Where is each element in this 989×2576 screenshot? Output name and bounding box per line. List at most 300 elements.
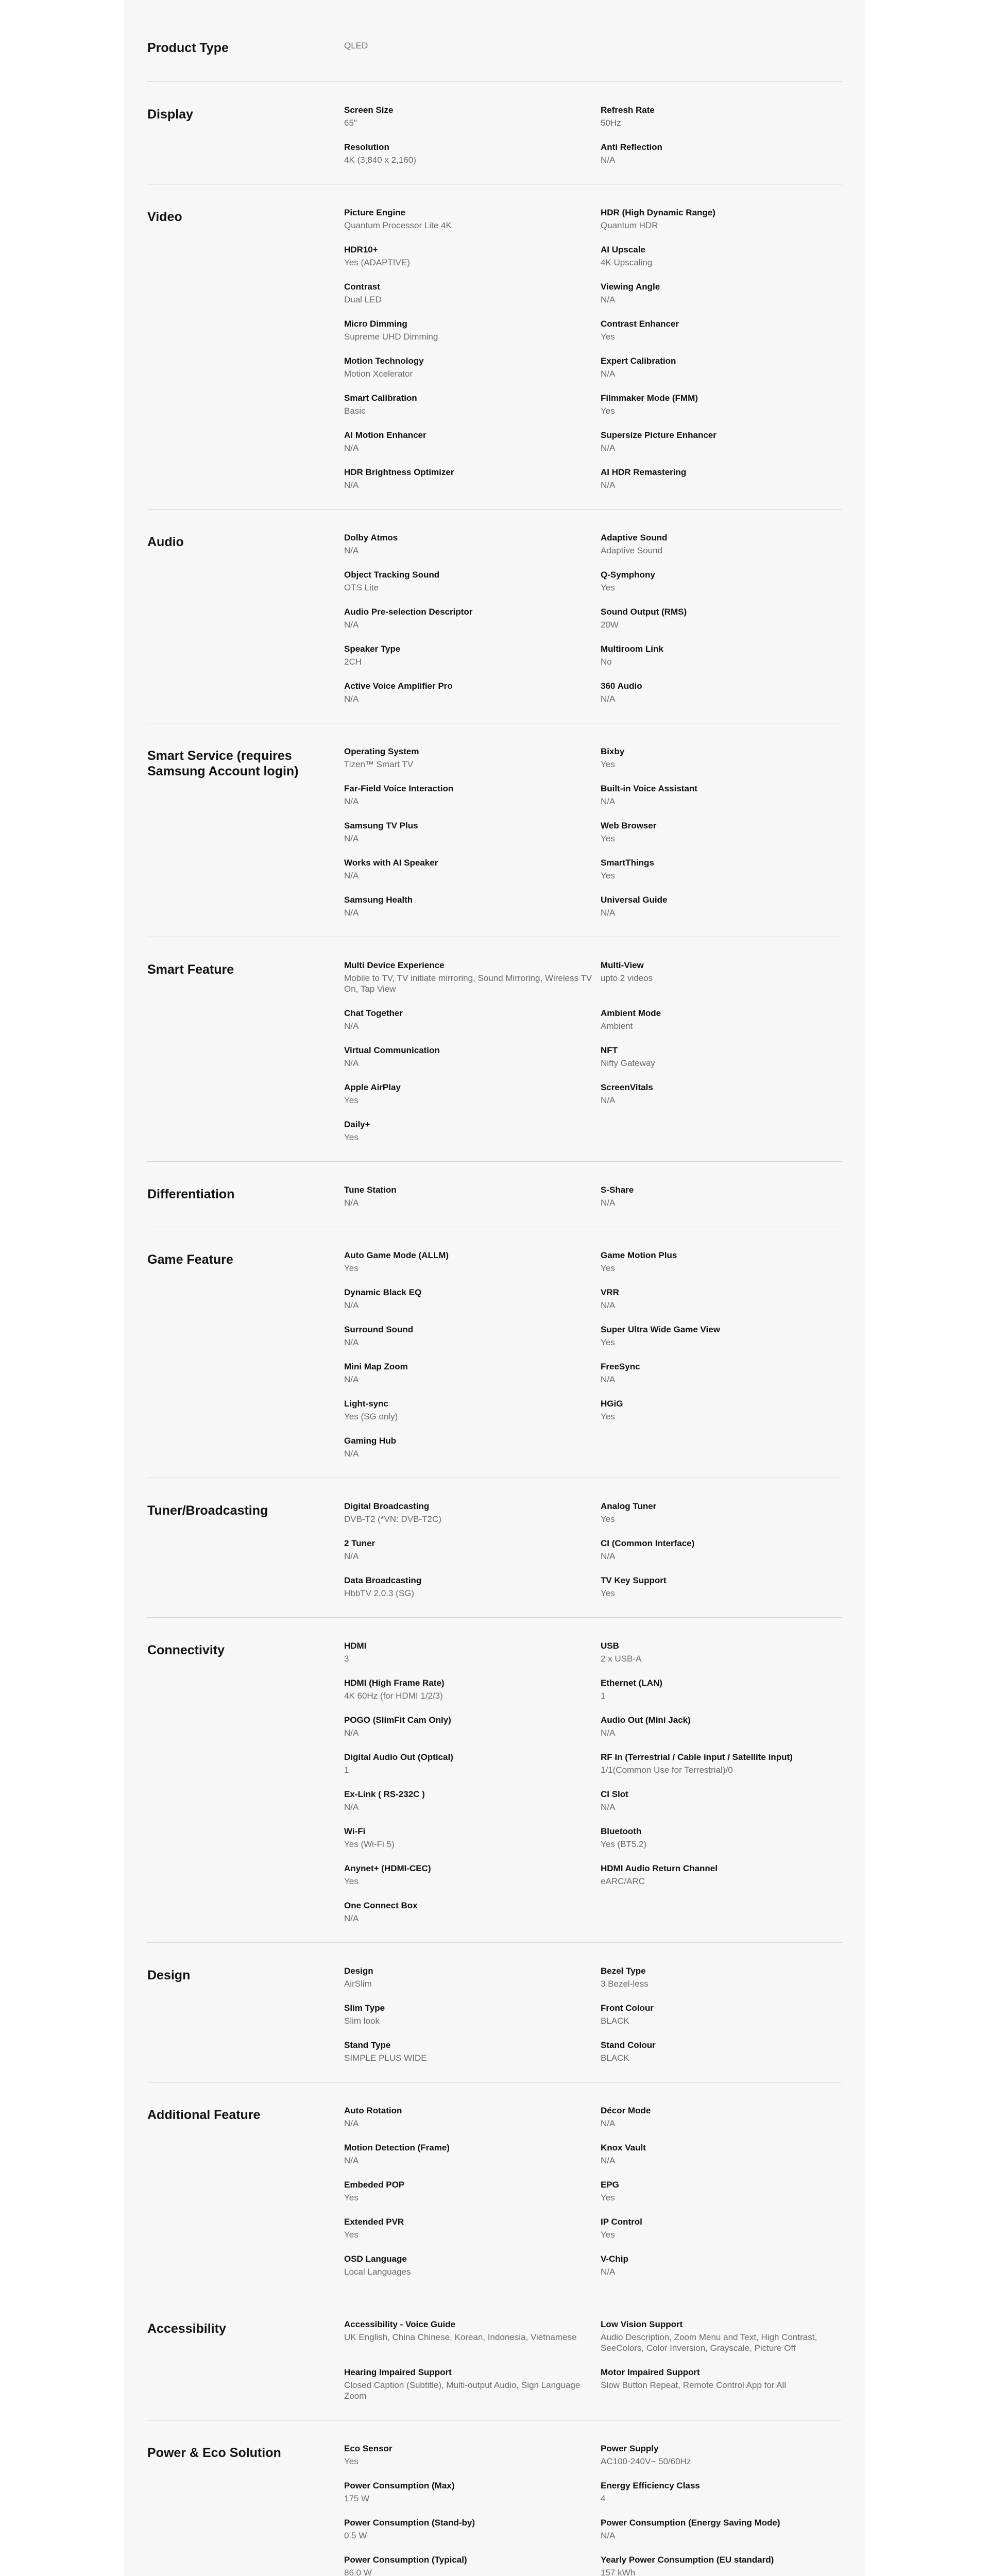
spec-name: Light-sync <box>344 1399 388 1409</box>
spec-item <box>601 783 842 807</box>
spec-value: Yes <box>601 2230 615 2240</box>
spec-value: 1 <box>344 1765 349 1775</box>
spec-name: HDR10+ <box>344 245 378 255</box>
spec-name: Extended PVR <box>344 2217 404 2227</box>
spec-value: 4K Upscaling <box>601 258 653 267</box>
spec-item <box>601 1965 842 1989</box>
spec-name: Auto Rotation <box>344 2106 402 2115</box>
spec-item <box>601 1501 842 1524</box>
spec-item <box>601 2517 842 2541</box>
spec-item <box>344 207 601 231</box>
spec-item <box>344 1900 601 1924</box>
spec-item <box>344 2480 601 2504</box>
spec-item <box>344 430 601 453</box>
spec-item <box>601 142 842 165</box>
spec-grid <box>344 1501 842 1599</box>
spec-item <box>601 2367 842 2401</box>
spec-item <box>344 783 601 807</box>
spec-name: Supersize Picture Enhancer <box>601 430 717 440</box>
spec-name: Anynet+ (HDMI-CEC) <box>344 1863 431 1873</box>
spec-name: 360 Audio <box>601 681 642 691</box>
spec-grid <box>344 40 842 64</box>
spec-value: 2CH <box>344 657 362 667</box>
spec-item <box>344 1045 601 1069</box>
spec-name: Virtual Communication <box>344 1045 440 1055</box>
spec-item <box>601 2480 842 2504</box>
spec-name: Slim Type <box>344 2003 385 2013</box>
spec-name: Auto Game Mode (ALLM) <box>344 1250 449 1260</box>
section-title: Audio <box>147 535 184 549</box>
spec-value: Yes <box>601 1263 615 1273</box>
spec-value: N/A <box>601 2531 616 2540</box>
spec-value: Mobile to TV, TV initiate mirroring, Sound Mirroring, Wireless TV On, Tap View <box>344 973 592 994</box>
spec-value: N/A <box>344 620 359 630</box>
spec-name: Web Browser <box>601 821 657 831</box>
spec-name: Motion Technology <box>344 356 424 366</box>
spec-name: Smart Calibration <box>344 393 417 403</box>
section-title: Accessibility <box>147 2321 226 2336</box>
spec-item <box>344 1715 601 1738</box>
spec-item <box>344 40 601 64</box>
spec-section <box>147 1943 842 2082</box>
spec-item <box>344 1435 601 1459</box>
spec-item <box>344 1863 601 1887</box>
spec-name: ScreenVitals <box>601 1082 653 1092</box>
spec-item <box>601 2040 842 2063</box>
spec-section <box>147 2420 842 2576</box>
spec-item <box>601 532 842 556</box>
spec-name: Anti Reflection <box>601 142 662 152</box>
spec-value: Yes <box>601 2193 615 2202</box>
spec-item <box>344 606 601 630</box>
spec-name: 2 Tuner <box>344 1538 376 1548</box>
spec-name: Daily+ <box>344 1120 370 1129</box>
spec-item <box>344 532 601 556</box>
spec-item <box>601 894 842 918</box>
spec-name: Refresh Rate <box>601 105 655 115</box>
spec-value: N/A <box>601 1551 616 1561</box>
section-title: Smart Feature <box>147 962 234 977</box>
spec-item <box>344 1640 601 1664</box>
spec-section <box>147 1227 842 1478</box>
spec-item <box>344 857 601 881</box>
spec-name: Stand Colour <box>601 2040 656 2050</box>
spec-item <box>601 2253 842 2277</box>
spec-name: Digital Audio Out (Optical) <box>344 1752 453 1762</box>
spec-name: Power Consumption (Typical) <box>344 2555 467 2565</box>
spec-value: Yes <box>601 1412 615 1421</box>
spec-item <box>601 1538 842 1562</box>
spec-item <box>601 1752 842 1775</box>
spec-item <box>601 1863 842 1887</box>
spec-item <box>601 643 842 667</box>
spec-item <box>601 1250 842 1274</box>
spec-value: QLED <box>344 41 368 50</box>
section-title: Smart Service (requires Samsung Account login) <box>147 749 299 778</box>
spec-item <box>344 1361 601 1385</box>
spec-value: N/A <box>344 796 359 806</box>
spec-grid <box>344 746 842 918</box>
spec-item <box>344 2253 601 2277</box>
spec-name: Power Consumption (Energy Saving Mode) <box>601 2518 780 2528</box>
spec-value: HbbTV 2.0.3 (SG) <box>344 1588 415 1598</box>
spec-name: Apple AirPlay <box>344 1082 401 1092</box>
spec-name: Speaker Type <box>344 644 401 654</box>
spec-name: Front Colour <box>601 2003 654 2013</box>
spec-name: RF In (Terrestrial / Cable input / Satellite input) <box>601 1752 793 1762</box>
spec-value: Slow Button Repeat, Remote Control App for All <box>601 2380 787 2390</box>
spec-value: N/A <box>344 1337 359 1347</box>
spec-item <box>344 2517 601 2541</box>
spec-item <box>601 1640 842 1664</box>
spec-value: upto 2 videos <box>601 973 653 983</box>
spec-item <box>601 2554 842 2576</box>
spec-name: Power Consumption (Max) <box>344 2481 455 2490</box>
spec-item <box>344 467 601 490</box>
spec-item <box>601 1789 842 1812</box>
spec-grid <box>344 207 842 490</box>
spec-item <box>344 894 601 918</box>
spec-value: Yes <box>601 1514 615 1524</box>
spec-item <box>601 1575 842 1599</box>
spec-item <box>344 2216 601 2240</box>
spec-value: N/A <box>344 1913 359 1923</box>
spec-item <box>601 1398 842 1422</box>
spec-value: 0.5 W <box>344 2531 367 2540</box>
spec-name: Knox Vault <box>601 2143 646 2153</box>
spec-name: VRR <box>601 1287 619 1297</box>
spec-item <box>601 746 842 770</box>
spec-item <box>344 820 601 844</box>
section-title: Additional Feature <box>147 2108 261 2122</box>
spec-item <box>344 2443 601 2467</box>
spec-value: N/A <box>601 2156 616 2165</box>
spec-item <box>344 1501 601 1524</box>
spec-value: Yes <box>344 2193 359 2202</box>
spec-name: HDMI (High Frame Rate) <box>344 1678 445 1688</box>
section-title: Display <box>147 107 193 122</box>
spec-value: N/A <box>344 1802 359 1812</box>
spec-item <box>601 1082 842 1106</box>
spec-name: USB <box>601 1641 619 1651</box>
spec-value: DVB-T2 (*VN: DVB-T2C) <box>344 1514 441 1524</box>
spec-name: SmartThings <box>601 858 654 868</box>
spec-name: Surround Sound <box>344 1325 414 1334</box>
spec-item <box>601 207 842 231</box>
spec-item <box>601 2105 842 2129</box>
spec-item <box>344 1826 601 1850</box>
spec-name: HDR (High Dynamic Range) <box>601 208 715 217</box>
spec-item <box>344 105 601 128</box>
spec-item <box>344 1575 601 1599</box>
spec-name: Power Consumption (Stand-by) <box>344 2518 475 2528</box>
spec-value: N/A <box>344 1449 359 1459</box>
spec-name: Active Voice Amplifier Pro <box>344 681 453 691</box>
spec-value: SIMPLE PLUS WIDE <box>344 2053 427 2063</box>
spec-name: Accessibility - Voice Guide <box>344 2319 456 2329</box>
spec-value: N/A <box>344 546 359 555</box>
spec-value: N/A <box>601 369 616 379</box>
spec-value: 4K (3,840 x 2,160) <box>344 155 416 165</box>
spec-item <box>344 142 601 165</box>
spec-value: N/A <box>344 480 359 490</box>
spec-value: AirSlim <box>344 1979 372 1989</box>
spec-value: N/A <box>344 871 359 880</box>
spec-section <box>147 1478 842 1618</box>
spec-section <box>147 510 842 723</box>
spec-grid <box>344 105 842 165</box>
spec-name: CI (Common Interface) <box>601 1538 695 1548</box>
spec-item <box>601 2179 842 2203</box>
spec-value: BLACK <box>601 2016 629 2026</box>
spec-item <box>344 1184 601 1208</box>
spec-name: Filmmaker Mode (FMM) <box>601 393 698 403</box>
spec-item <box>344 2105 601 2129</box>
spec-section <box>147 0 842 82</box>
section-title: Connectivity <box>147 1643 225 1657</box>
spec-name: Hearing Impaired Support <box>344 2367 452 2377</box>
section-title: Power & Eco Solution <box>147 2446 281 2460</box>
spec-name: Wi-Fi <box>344 1826 366 1836</box>
spec-value: N/A <box>601 908 616 918</box>
spec-item <box>344 2367 601 2401</box>
spec-name: Audio Out (Mini Jack) <box>601 1715 691 1725</box>
spec-item <box>601 393 842 416</box>
spec-name: OSD Language <box>344 2254 407 2264</box>
spec-value: Yes <box>344 2230 359 2240</box>
spec-name: Picture Engine <box>344 208 406 217</box>
spec-value: 86.0 W <box>344 2568 372 2576</box>
spec-name: Samsung Health <box>344 895 413 905</box>
spec-name: Works with AI Speaker <box>344 858 438 868</box>
spec-item <box>344 1287 601 1311</box>
spec-name: AI Motion Enhancer <box>344 430 427 440</box>
spec-value: N/A <box>344 908 359 918</box>
spec-item <box>344 1082 601 1106</box>
spec-value: N/A <box>601 2267 616 2277</box>
spec-name: Q-Symphony <box>601 570 655 580</box>
spec-item <box>344 746 601 770</box>
spec-value: Quantum HDR <box>601 221 658 230</box>
spec-section <box>147 1162 842 1227</box>
spec-value: N/A <box>344 2119 359 2128</box>
spec-name: CI Slot <box>601 1789 628 1799</box>
spec-name: Gaming Hub <box>344 1436 397 1446</box>
spec-value: N/A <box>344 834 359 843</box>
spec-value: Local Languages <box>344 2267 411 2277</box>
spec-item <box>601 1045 842 1069</box>
spec-name: Motion Detection (Frame) <box>344 2143 450 2153</box>
spec-item <box>601 2003 842 2026</box>
spec-name: NFT <box>601 1045 618 1055</box>
spec-item <box>344 1398 601 1422</box>
spec-name: TV Key Support <box>601 1575 667 1585</box>
spec-name: Multiroom Link <box>601 644 663 654</box>
spec-value: UK English, China Chinese, Korean, Indonesia, Vietnamese <box>344 2332 577 2342</box>
spec-name: Tune Station <box>344 1185 397 1195</box>
spec-name: Samsung TV Plus <box>344 821 418 831</box>
spec-value: N/A <box>344 443 359 453</box>
spec-item <box>344 318 601 342</box>
section-title: Tuner/Broadcasting <box>147 1503 268 1518</box>
spec-name: Bluetooth <box>601 1826 642 1836</box>
spec-name: Object Tracking Sound <box>344 570 440 580</box>
spec-value: N/A <box>601 155 616 165</box>
spec-name: Data Broadcasting <box>344 1575 422 1585</box>
spec-name: Low Vision Support <box>601 2319 683 2329</box>
spec-name: POGO (SlimFit Cam Only) <box>344 1715 451 1725</box>
spec-name: Multi-View <box>601 960 644 970</box>
spec-name: Décor Mode <box>601 2106 651 2115</box>
spec-name: Mini Map Zoom <box>344 1362 408 1371</box>
spec-name: Operating System <box>344 747 419 756</box>
spec-name: AI HDR Remastering <box>601 467 687 477</box>
spec-name: HDMI Audio Return Channel <box>601 1863 718 1873</box>
spec-value: N/A <box>344 1058 359 1068</box>
spec-name: Power Supply <box>601 2444 659 2453</box>
spec-item <box>344 2554 601 2576</box>
spec-value: Closed Caption (Subtitle), Multi-output Audio, Sign Language Zoom <box>344 2380 581 2401</box>
spec-item <box>344 1965 601 1989</box>
spec-name: EPG <box>601 2180 619 2190</box>
spec-item <box>601 281 842 305</box>
spec-item <box>344 2142 601 2166</box>
spec-item <box>601 2216 842 2240</box>
spec-value: N/A <box>344 694 359 704</box>
spec-value: Yes <box>344 1095 359 1105</box>
spec-item <box>344 2179 601 2203</box>
spec-value: Yes (Wi-Fi 5) <box>344 1839 395 1849</box>
spec-value: N/A <box>344 1551 359 1561</box>
spec-name: Eco Sensor <box>344 2444 393 2453</box>
spec-name: Far-Field Voice Interaction <box>344 784 454 793</box>
spec-value: N/A <box>601 1198 616 1208</box>
spec-item <box>601 244 842 268</box>
spec-value: N/A <box>601 1375 616 1384</box>
spec-value: 3 <box>344 1654 349 1664</box>
spec-value: 175 W <box>344 2494 370 2503</box>
spec-value: Motion Xcelerator <box>344 369 413 379</box>
spec-item <box>344 569 601 593</box>
spec-value: Yes <box>601 406 615 416</box>
spec-name: Design <box>344 1966 373 1976</box>
spec-item <box>601 1184 842 1208</box>
spec-value: N/A <box>344 1375 359 1384</box>
spec-item <box>344 1752 601 1775</box>
section-title: Product Type <box>147 41 229 55</box>
spec-name: HDR Brightness Optimizer <box>344 467 454 477</box>
spec-value: Yes <box>601 583 615 592</box>
spec-name: Ambient Mode <box>601 1008 661 1018</box>
spec-item <box>601 857 842 881</box>
spec-value: 4K 60Hz (for HDMI 1/2/3) <box>344 1691 443 1701</box>
spec-item <box>601 1361 842 1385</box>
spec-item <box>344 1677 601 1701</box>
spec-value: Yes <box>601 1337 615 1347</box>
spec-item <box>344 2319 601 2353</box>
spec-grid <box>344 532 842 704</box>
spec-value: Audio Description, Zoom Menu and Text, High Contrast, SeeColors, Color Inversion, Grayscale, Picture Off <box>601 2332 817 2353</box>
spec-item <box>344 1789 601 1812</box>
spec-name: Micro Dimming <box>344 319 407 329</box>
spec-value: Yes <box>344 1132 359 1142</box>
spec-name: Universal Guide <box>601 895 668 905</box>
spec-item <box>344 1250 601 1274</box>
spec-name: Game Motion Plus <box>601 1250 677 1260</box>
spec-item <box>344 1119 601 1143</box>
spec-name: Motor Impaired Support <box>601 2367 700 2377</box>
spec-value: 1/1(Common Use for Terrestrial)/0 <box>601 1765 733 1775</box>
spec-item <box>601 2319 842 2353</box>
spec-value: No <box>601 657 612 667</box>
spec-item <box>601 1677 842 1701</box>
spec-value: Yes <box>601 834 615 843</box>
spec-value: N/A <box>601 694 616 704</box>
spec-value: Supreme UHD Dimming <box>344 332 438 342</box>
spec-name: Yearly Power Consumption (EU standard) <box>601 2555 774 2565</box>
section-title: Video <box>147 210 182 224</box>
spec-value: 4 <box>601 2494 606 2503</box>
section-title: Design <box>147 1968 191 1982</box>
spec-item <box>601 606 842 630</box>
spec-value: N/A <box>601 1802 616 1812</box>
spec-value: Yes <box>344 1876 359 1886</box>
spec-grid <box>344 1965 842 2063</box>
spec-value: N/A <box>344 1300 359 1310</box>
spec-value: 20W <box>601 620 619 630</box>
section-title: Differentiation <box>147 1187 235 1201</box>
spec-value: Tizen™ Smart TV <box>344 759 414 769</box>
spec-value: 3 Bezel-less <box>601 1979 649 1989</box>
spec-name: Expert Calibration <box>601 356 676 366</box>
spec-name: Ethernet (LAN) <box>601 1678 662 1688</box>
spec-grid <box>344 960 842 1143</box>
spec-value: N/A <box>601 1728 616 1738</box>
spec-item <box>344 244 601 268</box>
spec-value: BLACK <box>601 2053 629 2063</box>
spec-section <box>147 723 842 937</box>
spec-section <box>147 184 842 510</box>
spec-name: Bixby <box>601 747 625 756</box>
spec-section <box>147 2082 842 2296</box>
spec-item <box>344 281 601 305</box>
spec-name: IP Control <box>601 2217 642 2227</box>
spec-value: N/A <box>601 2119 616 2128</box>
spec-section <box>147 82 842 184</box>
spec-item <box>601 1287 842 1311</box>
spec-value: Yes <box>601 1588 615 1598</box>
spec-value: OTS Lite <box>344 583 379 592</box>
spec-item <box>344 1538 601 1562</box>
spec-name: Embeded POP <box>344 2180 405 2190</box>
spec-item <box>344 643 601 667</box>
spec-item <box>601 430 842 453</box>
spec-item <box>344 960 601 994</box>
spec-section <box>147 1618 842 1943</box>
spec-grid <box>344 1184 842 1208</box>
spec-item <box>344 681 601 704</box>
spec-value: N/A <box>601 1300 616 1310</box>
spec-value: Yes (BT5.2) <box>601 1839 647 1849</box>
spec-value: Basic <box>344 406 366 416</box>
spec-name: Analog Tuner <box>601 1501 657 1511</box>
spec-grid <box>344 1640 842 1924</box>
spec-value: Slim look <box>344 2016 380 2026</box>
spec-item <box>344 2003 601 2026</box>
spec-item <box>601 681 842 704</box>
spec-name: Audio Pre-selection Descriptor <box>344 607 473 617</box>
spec-item <box>601 1826 842 1850</box>
